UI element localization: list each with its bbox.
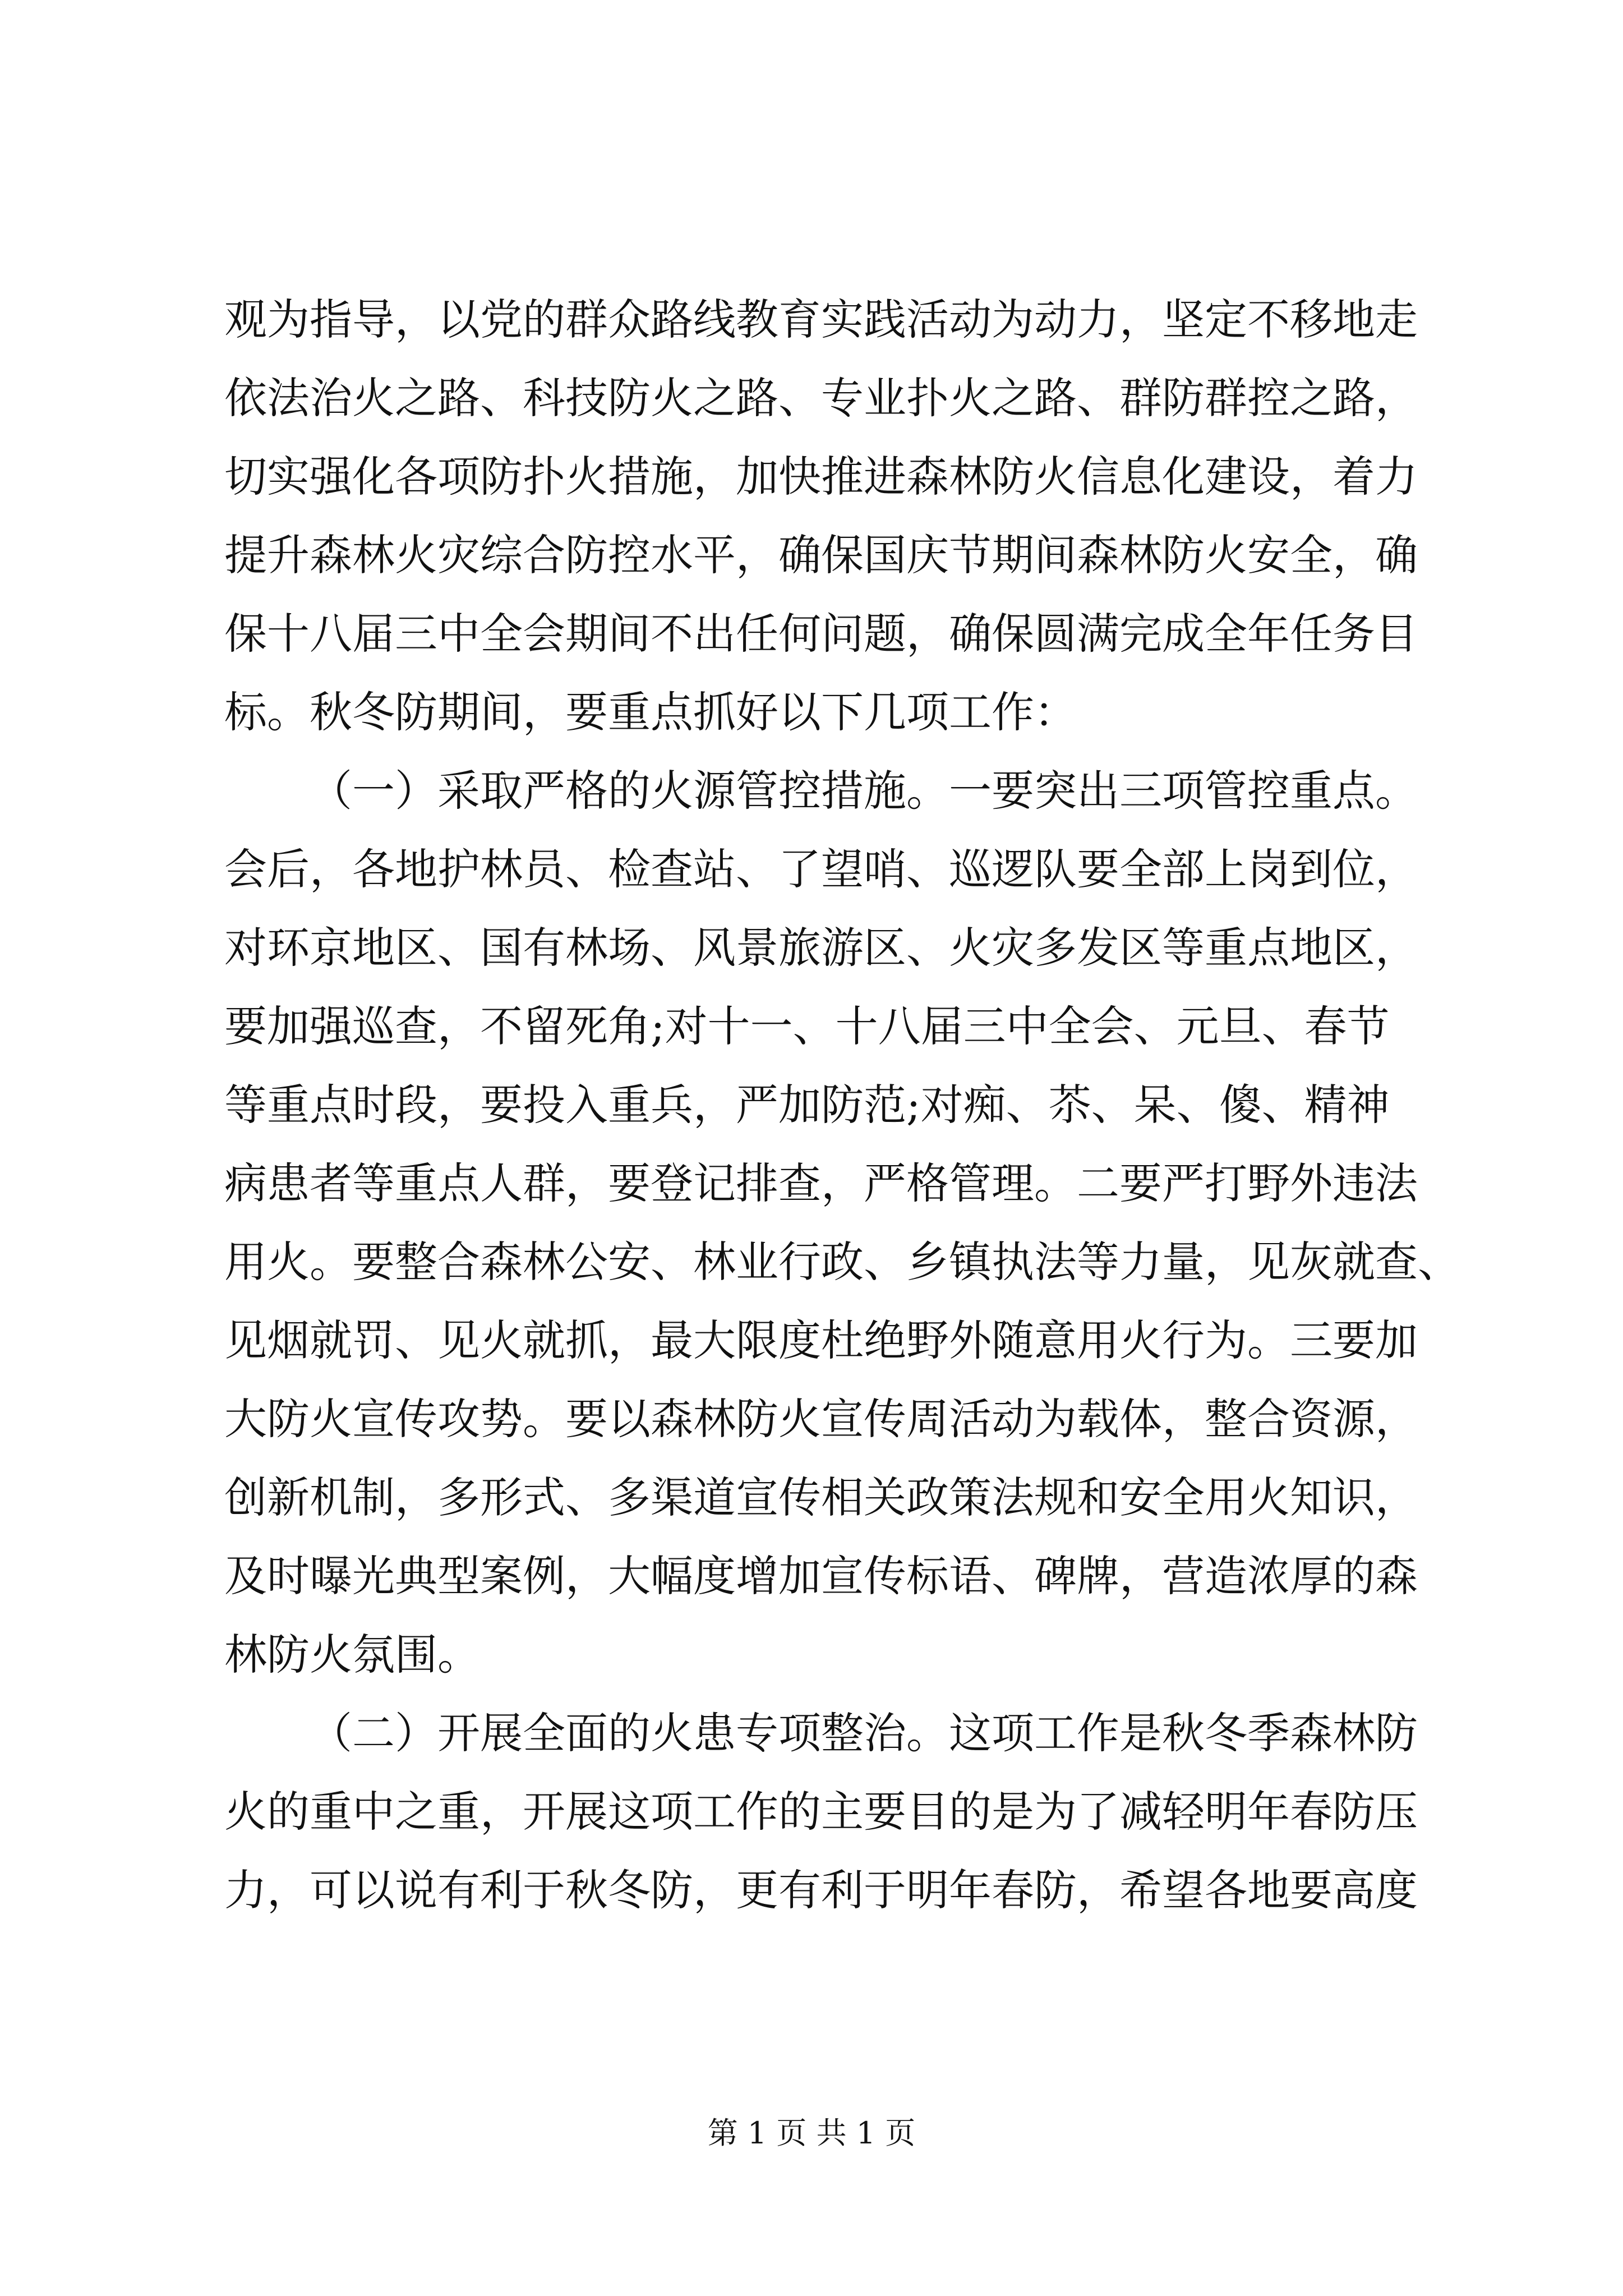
text-line: 林防火氛围。 [224, 1630, 480, 1680]
text-line: 依法治火之路、科技防火之路、专业扑火之路、群防群控之路， [224, 373, 1418, 423]
body-text [224, 280, 1460, 1930]
text-line: 对环京地区、国有林场、风景旅游区、火灾多发区等重点地区， [224, 923, 1418, 973]
text-line: 大防火宣传攻势。要以森林防火宣传周活动为载体，整合资源， [224, 1394, 1418, 1444]
text-line: 力，可以说有利于秋冬防，更有利于明年春防，希望各地要高度 [224, 1865, 1418, 1915]
text-line: （二）开展全面的火患专项整治。这项工作是秋冬季森林防 [310, 1708, 1418, 1758]
text-line: （一）采取严格的火源管控措施。一要突出三项管控重点。 [310, 766, 1418, 816]
text-line: 观为指导，以党的群众路线教育实践活动为动力，坚定不移地走 [224, 295, 1418, 344]
text-line: 及时曝光典型案例，大幅度增加宣传标语、碑牌，营造浓厚的森 [224, 1551, 1418, 1601]
text-line: 病患者等重点人群，要登记排查，严格管理。二要严打野外违法 [224, 1158, 1418, 1208]
text-line: 等重点时段，要投入重兵，严加防范;对痴、苶、呆、傻、精神 [224, 1080, 1390, 1130]
text-line: 火的重中之重，开展这项工作的主要目的是为了减轻明年春防压 [224, 1787, 1418, 1837]
paragraph-3 [224, 1694, 1424, 1930]
text-line: 要加强巡查，不留死角;对十一、十八届三中全会、元旦、春节 [224, 1001, 1390, 1051]
text-line: 用火。要整合森林公安、林业行政、乡镇执法等力量，见灰就查、 [224, 1237, 1460, 1287]
text-line: 创新机制，多形式、多渠道宣传相关政策法规和安全用火知识， [224, 1473, 1418, 1522]
text-line: 切实强化各项防扑火措施，加快推进森林防火信息化建设，着力 [224, 452, 1418, 501]
page-footer [0, 2109, 1623, 2152]
text-line: 标。秋冬防期间，要重点抓好以下几项工作： [224, 687, 1077, 737]
page-number-label: 第 1 页 共 1 页 [707, 2115, 916, 2151]
text-line: 保十八届三中全会期间不出任何问题，确保圆满完成全年任务目 [224, 609, 1418, 659]
text-line: 见烟就罚、见火就抓，最大限度杜绝野外随意用火行为。三要加 [224, 1315, 1418, 1365]
paragraph-2 [224, 752, 1460, 1694]
text-line: 会后，各地护林员、检查站、了望哨、巡逻队要全部上岗到位， [224, 844, 1418, 894]
paragraph-1 [224, 280, 1424, 752]
text-line: 提升森林火灾综合防控水平，确保国庆节期间森林防火安全，确 [224, 530, 1418, 580]
